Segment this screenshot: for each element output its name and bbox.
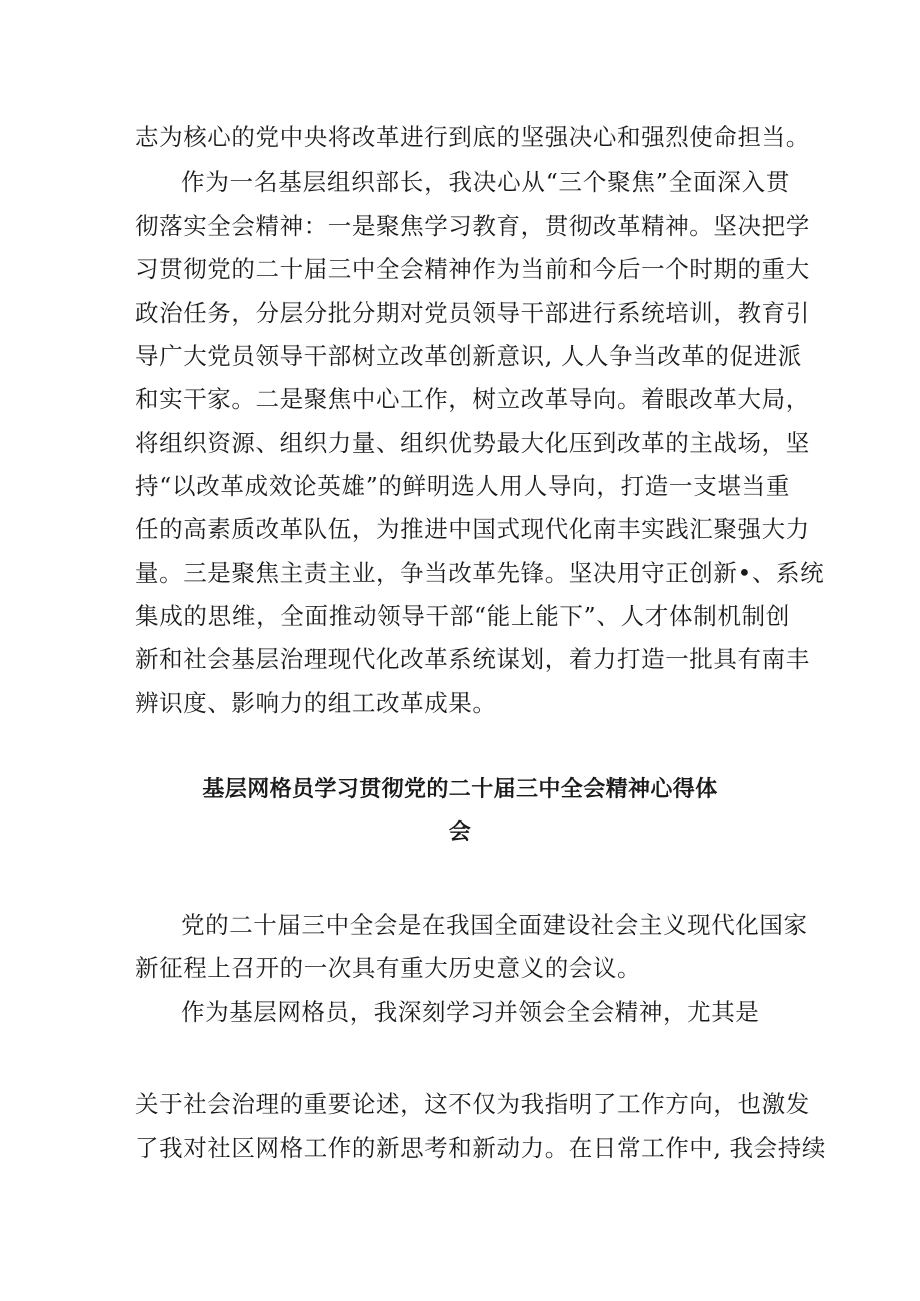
paragraph-line: 辨识度、影响力的组工改革成果。 (135, 689, 497, 717)
paragraph-line: 党的二十届三中全会是在我国全面建设社会主义现代化国家 (181, 911, 808, 939)
paragraph-line: 和实干家。二是聚焦中心工作，树立改革导向。着眼改革大局， (135, 385, 810, 413)
paragraph-line: 新和社会基层治理现代化改革系统谋划，着力打造一批具有南丰 (135, 645, 810, 673)
paragraph-line: 新征程上召开的一次具有重大历史意义的会议。 (135, 954, 642, 982)
section-title: 基层网格员学习贯彻党的二十届三中全会精神心得体 (202, 777, 718, 802)
paragraph-line: 政治任务，分层分批分期对党员领导干部进行系统培训，教育引 (135, 299, 810, 327)
paragraph-line: 集成的思维，全面推动领导干部“能上能下”、人才体制机制创 (135, 602, 790, 630)
paragraph-line: 习贯彻党的二十届三中全会精神作为当前和今后一个时期的重大 (135, 255, 810, 283)
paragraph-line: 志为核心的党中央将改革进行到底的坚强决心和强烈使命担当。 (135, 123, 810, 151)
paragraph-line: 彻落实全会精神：一是聚焦学习教育，贯彻改革精神。坚决把学 (135, 212, 810, 240)
paragraph-line: 作为一名基层组织部长，我决心从“三个聚焦”全面深入贯 (181, 168, 790, 196)
paragraph-line: 将组织资源、组织力量、组织优势最大化压到改革的主战场，坚 (135, 429, 810, 457)
paragraph-line: 持“以改革成效论英雄”的鲜明选人用人导向，打造一支堪当重 (135, 472, 790, 500)
paragraph-line: 量。三是聚焦主责主业，争当改革先锋。坚决用守正创新•、系统 (135, 559, 825, 587)
section-title-continued: 会 (448, 820, 472, 845)
paragraph-line: 关于社会治理的重要论述，这不仅为我指明了工作方向，也激发 (135, 1090, 810, 1118)
paragraph-line: 了我对社区网格工作的新思考和新动力。在日常工作中, 我会持续 (135, 1134, 826, 1162)
paragraph-line: 导广大党员领导干部树立改革创新意识, 人人争当改革的促进派 (135, 342, 802, 370)
paragraph-line: 作为基层网格员，我深刻学习并领会全会精神，尤其是 (181, 998, 760, 1026)
paragraph-line: 任的高素质改革队伍，为推进中国式现代化南丰实践汇聚强大力 (135, 515, 810, 543)
